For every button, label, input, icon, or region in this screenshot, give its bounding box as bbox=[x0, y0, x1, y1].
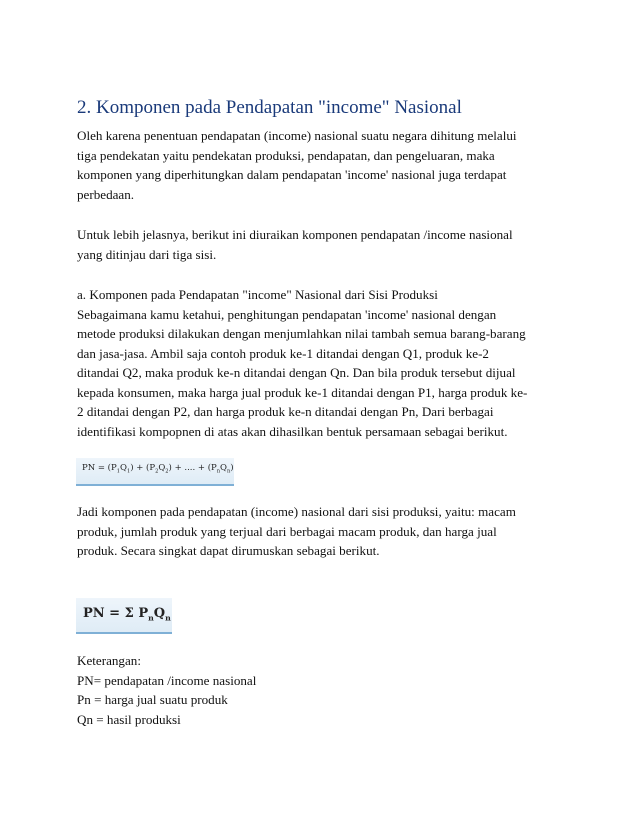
text-line: ditandai Q2, maka produk ke-n ditandai dengan Qn. Dan bila produk tersebut dijual bbox=[77, 365, 516, 380]
text-line: Sebagaimana kamu ketahui, penghitungan pendapatan 'income' nasional dengan bbox=[77, 306, 497, 322]
text-line: perbedaan. bbox=[77, 186, 135, 202]
text-line: 2 ditandai dengan P2, dan harga produk ke-n ditandai dengan Pn, Dari berbagai bbox=[77, 404, 494, 419]
text-line: a. Komponen pada Pendapatan "income" Nasional dari Sisi Produksi bbox=[77, 287, 438, 302]
text-line: produk, jumlah produk yang terjual dari berbagai macam produk, dan harga jual bbox=[77, 523, 497, 539]
section-heading: 2. Komponen pada Pendapatan "income" Nasional bbox=[77, 97, 462, 118]
text-line: tiga pendekatan yaitu pendekatan produksi, pendapatan, dan pengeluaran, maka bbox=[77, 147, 495, 163]
formula-image-sum-expanded: PN = $(P_1Q_1) + (P_2Q_2)$ + .... + $(P_nQ_n)$ bbox=[76, 458, 234, 486]
intro-paragraph bbox=[77, 126, 577, 204]
text-line: Oleh karena penentuan pendapatan (income) nasional suatu negara dihitung melalui bbox=[77, 128, 517, 143]
summary-paragraph bbox=[77, 502, 577, 561]
legend-paragraph bbox=[77, 651, 577, 729]
text-line: yang ditinjau dari tiga sisi. bbox=[77, 246, 217, 262]
legend-title: Keterangan: bbox=[77, 653, 141, 668]
text-line: Jadi komponen pada pendapatan (income) nasional dari sisi produksi, yaitu: macam bbox=[77, 504, 516, 519]
detail-paragraph bbox=[77, 225, 577, 264]
text-line: Untuk lebih jelasnya, berikut ini diuraikan komponen pendapatan /income nasional bbox=[77, 227, 513, 242]
text-line: dan jasa-jasa. Ambil saja contoh produk ke-1 ditandai dengan Q1, produk ke-2 bbox=[77, 345, 489, 361]
formula-image-sigma: PN = Σ $P_nQ_n$ bbox=[76, 598, 172, 634]
text-line: produk. Secara singkat dapat dirumuskan sebagai berikut. bbox=[77, 543, 380, 558]
legend-item: PN= pendapatan /income nasional bbox=[77, 672, 257, 688]
text-line: metode produksi dilakukan dengan menjumlahkan nilai tambah semua barang-barang bbox=[77, 326, 526, 341]
section-a-paragraph bbox=[77, 285, 577, 441]
text-line: kepada konsumen, maka harga jual produk ke-1 ditandai dengan P1, harga produk ke- bbox=[77, 384, 528, 400]
legend-item: Qn = hasil produksi bbox=[77, 711, 181, 727]
text-line: identifikasi kompopnen di atas akan dihasilkan bentuk persamaan sebagai berikut. bbox=[77, 423, 508, 439]
text-line: komponen yang diperhitungkan dalam pendapatan 'income' nasional juga terdapat bbox=[77, 167, 507, 182]
legend-item: Pn = harga jual suatu produk bbox=[77, 692, 228, 707]
